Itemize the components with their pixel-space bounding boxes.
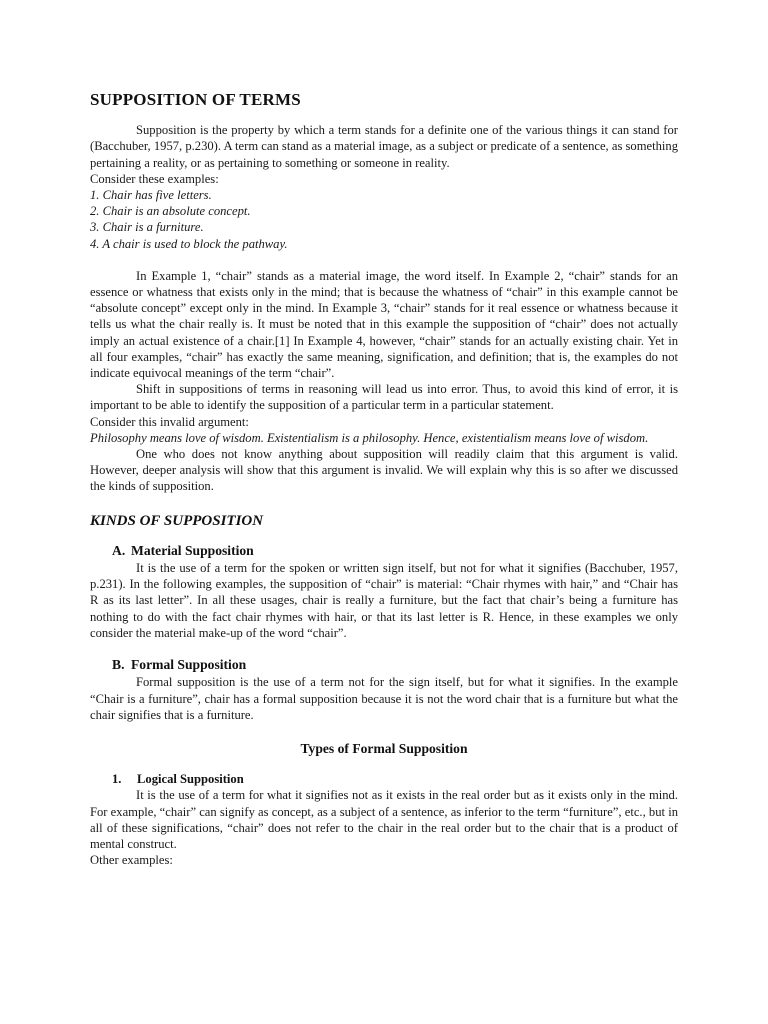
intro-paragraph: Supposition is the property by which a term stands for a definite one of the various things it can stand for (Bacchuber, 1957, p.230). A term can stand as a material image, as a subject or predicate of a sentence, as something pertaining a reality, or as pertaining to something or someone in reality. (90, 123, 678, 170)
formal-title: Formal Supposition (131, 657, 247, 673)
example-item: 4. A chair is used to block the pathway. (90, 236, 288, 251)
example-item: 3. Chair is a furniture. (90, 220, 204, 235)
kinds-heading: KINDS OF SUPPOSITION (90, 512, 264, 529)
example-item: 2. Chair is an absolute concept. (90, 204, 251, 219)
page-title: SUPPOSITION OF TERMS (90, 90, 301, 109)
material-letter: A. (112, 542, 126, 558)
formal-paragraph: Formal supposition is the use of a term not for the sign itself, but for what it signifies. In the example “Chair is a furniture”, chair has a formal supposition because it is not the word chair that is a furniture but what the chair signifies that is a furniture. (90, 675, 678, 722)
spacer (90, 641, 678, 657)
invalid-argument: Philosophy means love of wisdom. Existentialism is a philosophy. Hence, existentialism means love of wisdom. (90, 430, 649, 445)
consider-label: Consider these examples: (90, 171, 219, 186)
shift-paragraph: Shift in suppositions of terms in reasoning will lead us into error. Thus, to avoid this kind of error, it is important to be able to identify the supposition of a particular term in a particular statement. (90, 382, 678, 413)
other-examples-label: Other examples: (90, 853, 173, 868)
formal-heading (112, 657, 678, 673)
examples-paragraph: In Example 1, “chair” stands as a material image, the word itself. In Example 2, “chair” stands for an essence or whatness that exists only in the mind; that is because the whatness of “chair” in this example cannot be “absolute concept” except only in the mind. In Example 3, “chair” stands for it real essence or whatness because it tells us what the chair really is. It must be noted that in this example the supposition of “chair” does not actually imply an actual existence of a chair.[1] In Example 4, however, “chair” stands for an actually existing chair. Yet in all four examples, “chair” has exactly the same meaning, signification, and definition; that is, the examples do not indicate equivocal meanings of the term “chair”. (90, 268, 678, 381)
logical-heading (112, 771, 678, 787)
types-heading: Types of Formal Supposition (300, 740, 468, 756)
logical-paragraph: It is the use of a term for what it signifies not as it exists in the real order but as it exists only in the mind. For example, “chair” can signify as concept, as a subject of a sentence, as inferior to the term “furniture”, etc., but in all of these significations, “chair” does not refer to the chair in the real order but to the chair that is a product of mental construct. (90, 788, 678, 851)
formal-letter: B. (112, 657, 125, 673)
spacer (90, 252, 678, 268)
material-paragraph: It is the use of a term for the spoken or written sign itself, but not for what it signifies (Bacchuber, 1957, p.231). In the following examples, the supposition of “chair” is material: “Chair rhymes with hair,” and “Chair has R as its last letter”. In all these usages, chair is really a furniture, but the fact that chair’s being a furniture has nothing to do with the fact chair rhymes with hair, or that its last letter is R. Hence, in these examples we only consider the material make-up of the word “chair”. (90, 561, 678, 640)
document-page (90, 92, 678, 868)
consider-invalid-label: Consider this invalid argument: (90, 414, 249, 429)
validity-paragraph: One who does not know anything about supposition will readily claim that this argument is valid. However, deeper analysis will show that this argument is invalid. We will explain why this is so after we discussed the kinds of supposition. (90, 447, 678, 494)
logical-number: 1. (112, 772, 122, 787)
example-item: 1. Chair has five letters. (90, 188, 212, 203)
material-title: Material Supposition (131, 542, 254, 558)
material-heading (112, 543, 678, 559)
logical-title: Logical Supposition (137, 772, 244, 787)
